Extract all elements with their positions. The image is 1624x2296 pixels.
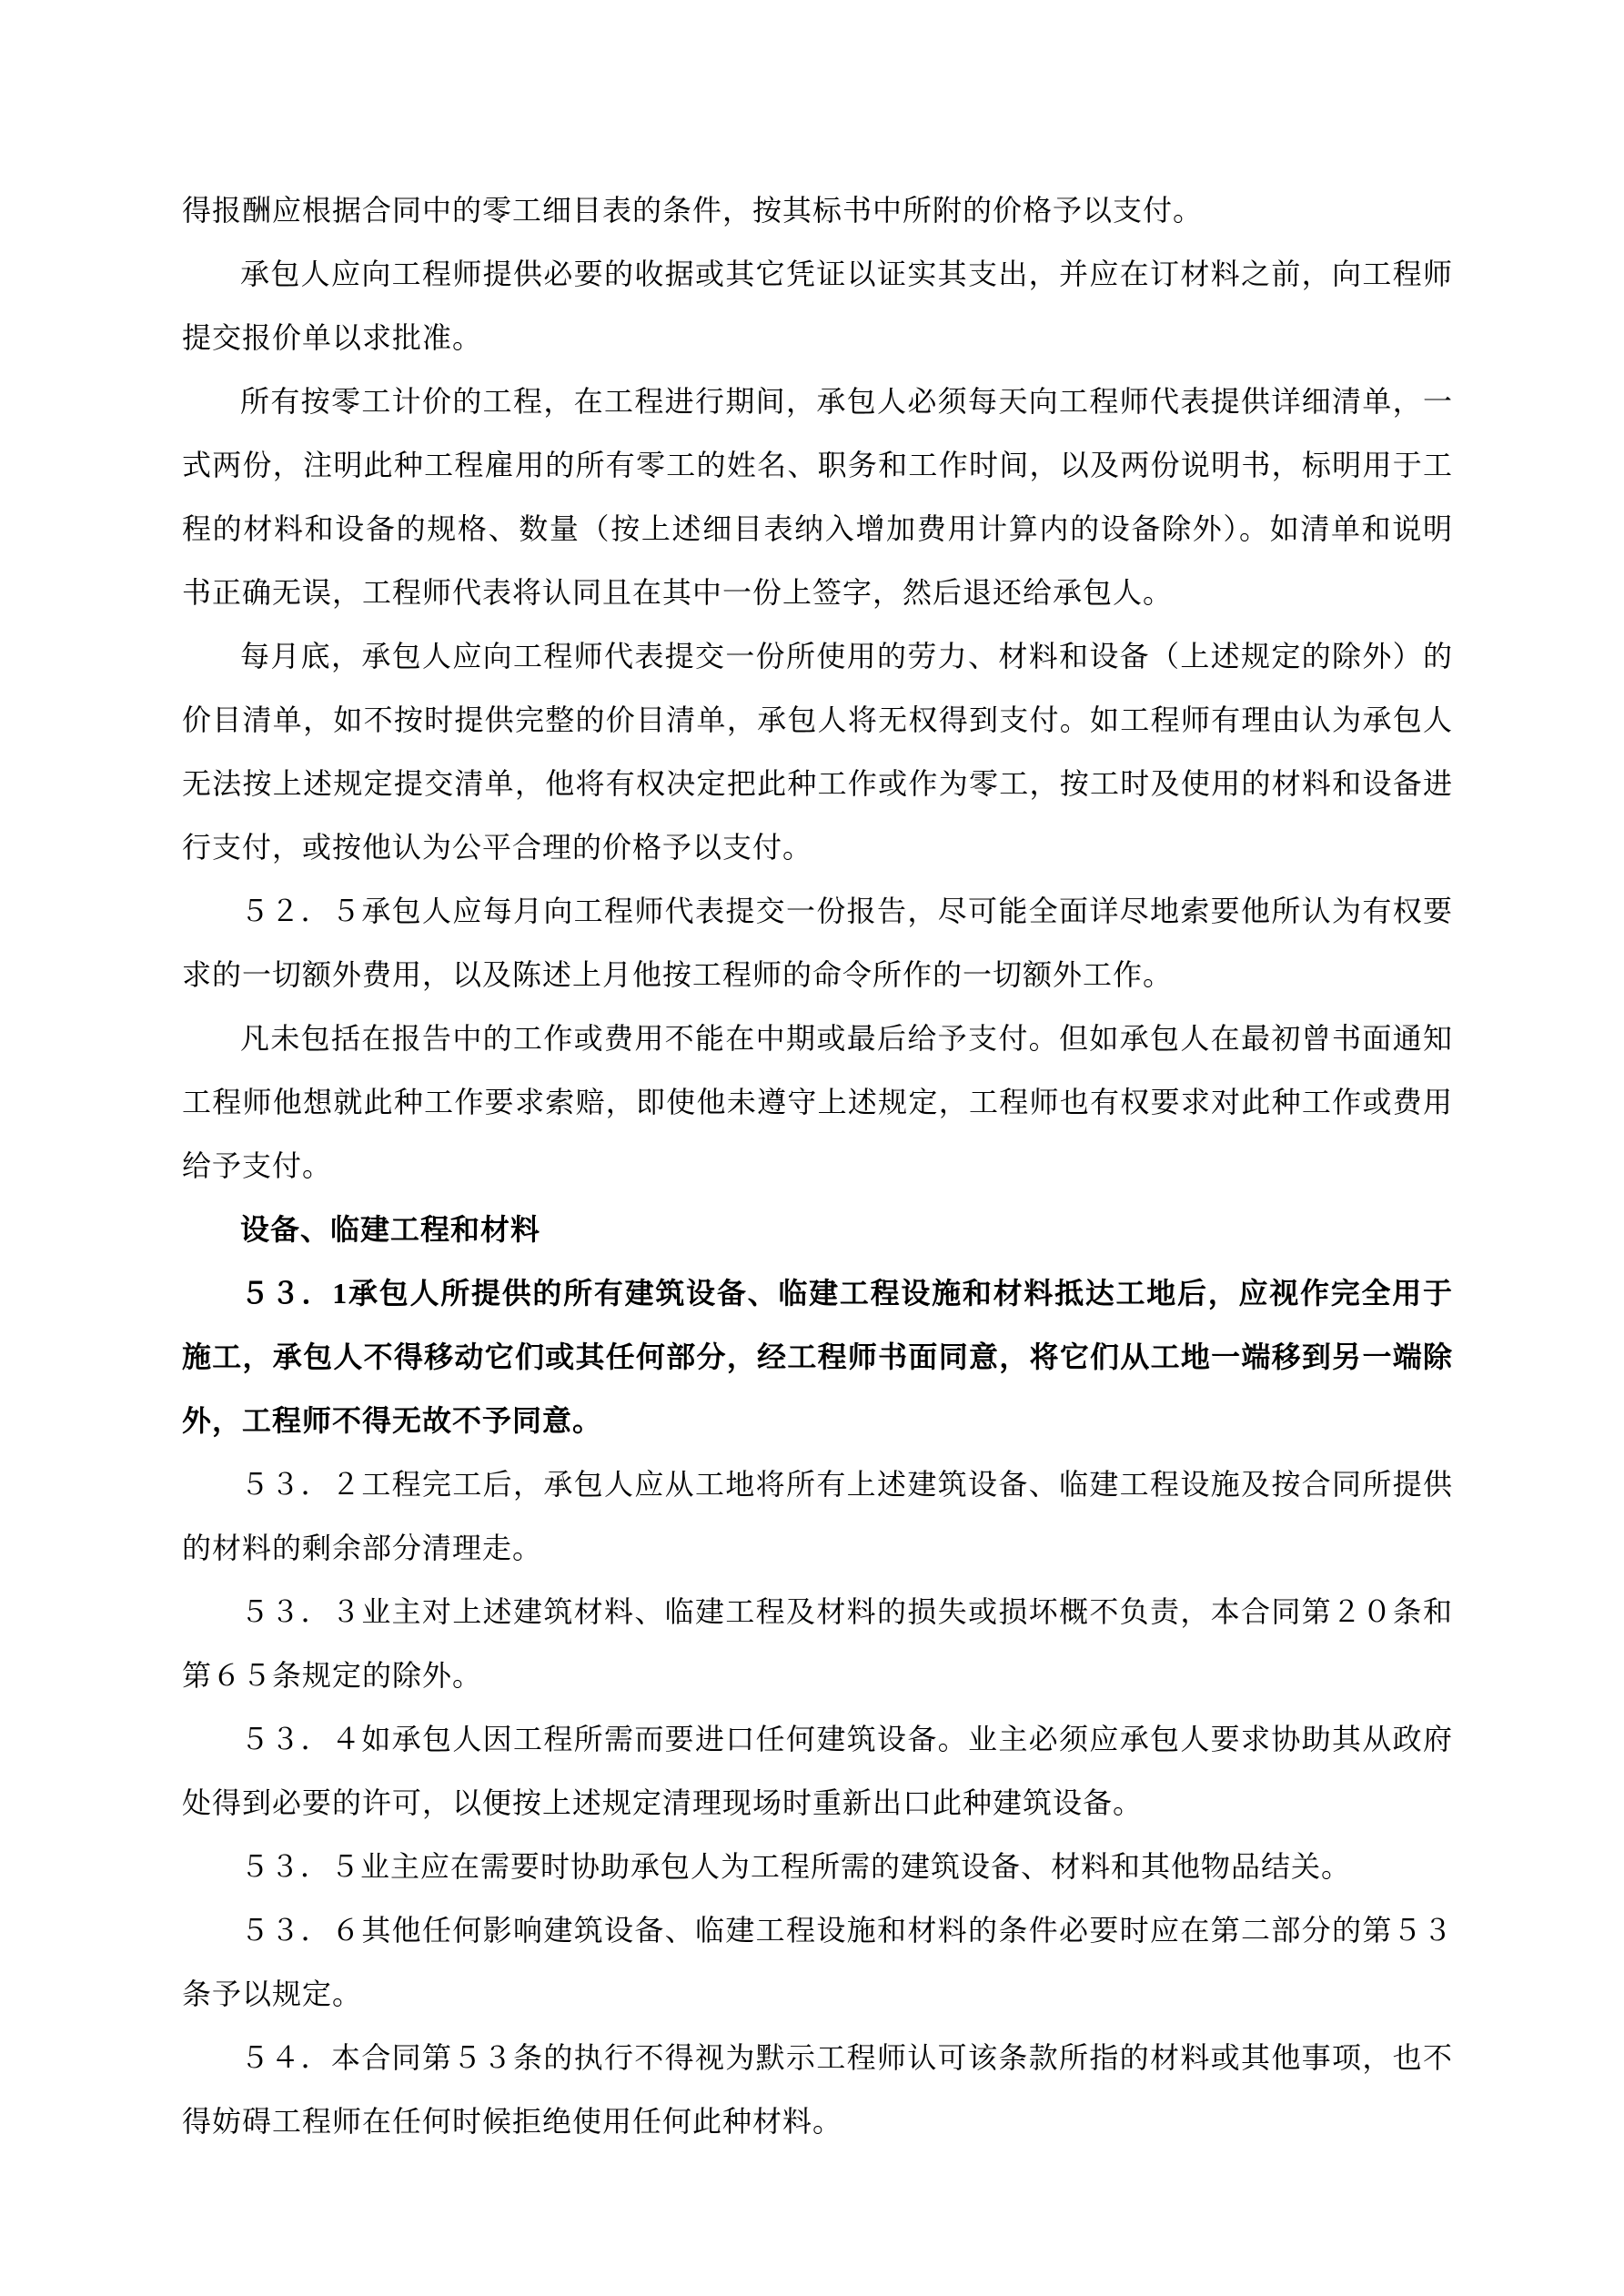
- paragraph: ５３．５业主应在需要时协助承包人为工程所需的建筑设备、材料和其他物品结关。: [240, 1850, 1352, 1883]
- paragraph: 凡未包括在报告中的工作或费用不能在中期或最后给予支付。但如承包人在最初曾书面通知工程师他想就此种工作要求索赔，即使他未遵守上述规定，工程师也有权要求对此种工作或费用给予支付。: [182, 1022, 1453, 1182]
- paragraph: 承包人应向工程师提供必要的收据或其它凭证以证实其支出，并应在订材料之前，向工程师提交报价单以求批准。: [182, 258, 1453, 354]
- paragraph: ５２．５承包人应每月向工程师代表提交一份报告，尽可能全面详尽地索要他所认为有权要求的一切额外费用，以及陈述上月他按工程师的命令所作的一切额外工作。: [182, 895, 1453, 991]
- paragraph: 得报酬应根据合同中的零工细目表的条件，按其标书中所附的价格予以支付。: [182, 194, 1204, 227]
- section-heading: 设备、临建工程和材料: [240, 1213, 541, 1246]
- paragraph: 每月底，承包人应向工程师代表提交一份所使用的劳力、材料和设备（上述规定的除外）的价目清单，如不按时提供完整的价目清单，承包人将无权得到支付。如工程师有理由认为承包人无法按上述规定提交清单，他将有权决定把此种工作或作为零工，按工时及使用的材料和设备进行支付，或按他认为公平合理的价格予以支付。: [182, 640, 1453, 864]
- paragraph: ５３．1承包人所提供的所有建筑设备、临建工程设施和材料抵达工地后，应视作完全用于施工，承包人不得移动它们或其任何部分，经工程师书面同意，将它们从工地一端移到另一端除外，工程师不得无故不予同意。: [182, 1277, 1453, 1437]
- paragraph: ５３．６其他任何影响建筑设备、临建工程设施和材料的条件必要时应在第二部分的第５３条予以规定。: [182, 1914, 1453, 2010]
- paragraph: ５３．３业主对上述建筑材料、临建工程及材料的损失或损坏概不负责，本合同第２０条和第６５条规定的除外。: [182, 1595, 1453, 1692]
- document-body: [182, 178, 1453, 2153]
- paragraph: ５３．２工程完工后，承包人应从工地将所有上述建筑设备、临建工程设施及按合同所提供的材料的剩余部分清理走。: [182, 1468, 1453, 1564]
- paragraph: ５４．本合同第５３条的执行不得视为默示工程师认可该条款所指的材料或其他事项，也不得妨碍工程师在任何时候拒绝使用任何此种材料。: [182, 2041, 1453, 2138]
- paragraph: 所有按零工计价的工程，在工程进行期间，承包人必须每天向工程师代表提供详细清单，一式两份，注明此种工程雇用的所有零工的姓名、职务和工作时间，以及两份说明书，标明用于工程的材料和设备的规格、数量（按上述细目表纳入增加费用计算内的设备除外）。如清单和说明书正确无误，工程师代表将认同且在其中一份上签字，然后退还给承包人。: [182, 385, 1453, 609]
- paragraph: ５３．４如承包人因工程所需而要进口任何建筑设备。业主必须应承包人要求协助其从政府处得到必要的许可，以便按上述规定清理现场时重新出口此种建筑设备。: [182, 1723, 1453, 1819]
